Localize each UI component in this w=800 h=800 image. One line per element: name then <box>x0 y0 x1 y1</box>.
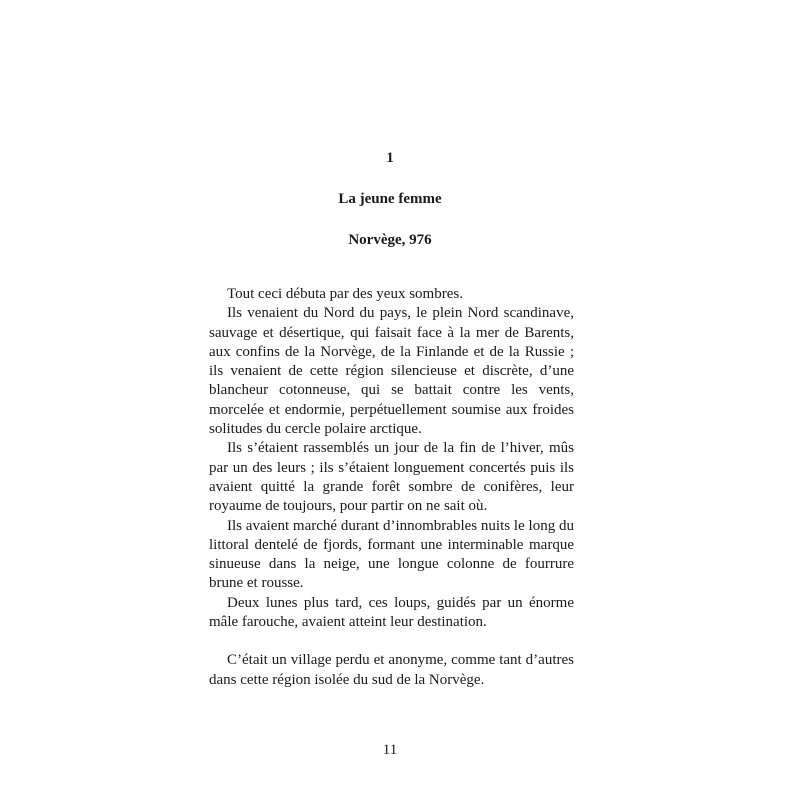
paragraph: C’était un village perdu et anonyme, comme tant d’autres dans cette région isolée du sud de la Norvège. <box>209 652 574 688</box>
paragraph: Tout ceci débuta par des yeux sombres. <box>227 286 463 302</box>
paragraph: Ils venaient du Nord du pays, le plein Nord scandinave, sauvage et désertique, qui faisait face à la mer de Barents, aux confins de la Norvège, de la Finlande et de la Russie ; ils venaient de cette région silencieuse et discrète, d’une blancheur cotonneuse, qui se battait contre les vents, morcelée et endormie, perpétuellement soumise aux froides solitudes du cercle polaire arctique. <box>209 305 574 438</box>
paragraph: Deux lunes plus tard, ces loups, guidés par un énorme mâle farouche, avaient atteint leur destination. <box>209 594 574 631</box>
chapter-subtitle: Norvège, 976 <box>348 232 432 248</box>
chapter-body <box>209 285 574 690</box>
chapter-number: 1 <box>386 150 394 166</box>
chapter-title: La jeune femme <box>338 191 442 207</box>
paragraph: Ils s’étaient rassemblés un jour de la fin de l’hiver, mûs par un des leurs ; ils s’étaient longuement concertés puis ils avaient quitté la grande forêt sombre de conifères, leur royaume de toujours, pour partir on ne sait où. <box>209 440 574 515</box>
page-number: 11 <box>382 742 398 758</box>
paragraph: Ils avaient marché durant d’innombrables nuits le long du littoral dentelé de fjords, formant une interminable marque sinueuse dans la neige, une longue colonne de fourrure brune et rousse. <box>209 517 574 592</box>
